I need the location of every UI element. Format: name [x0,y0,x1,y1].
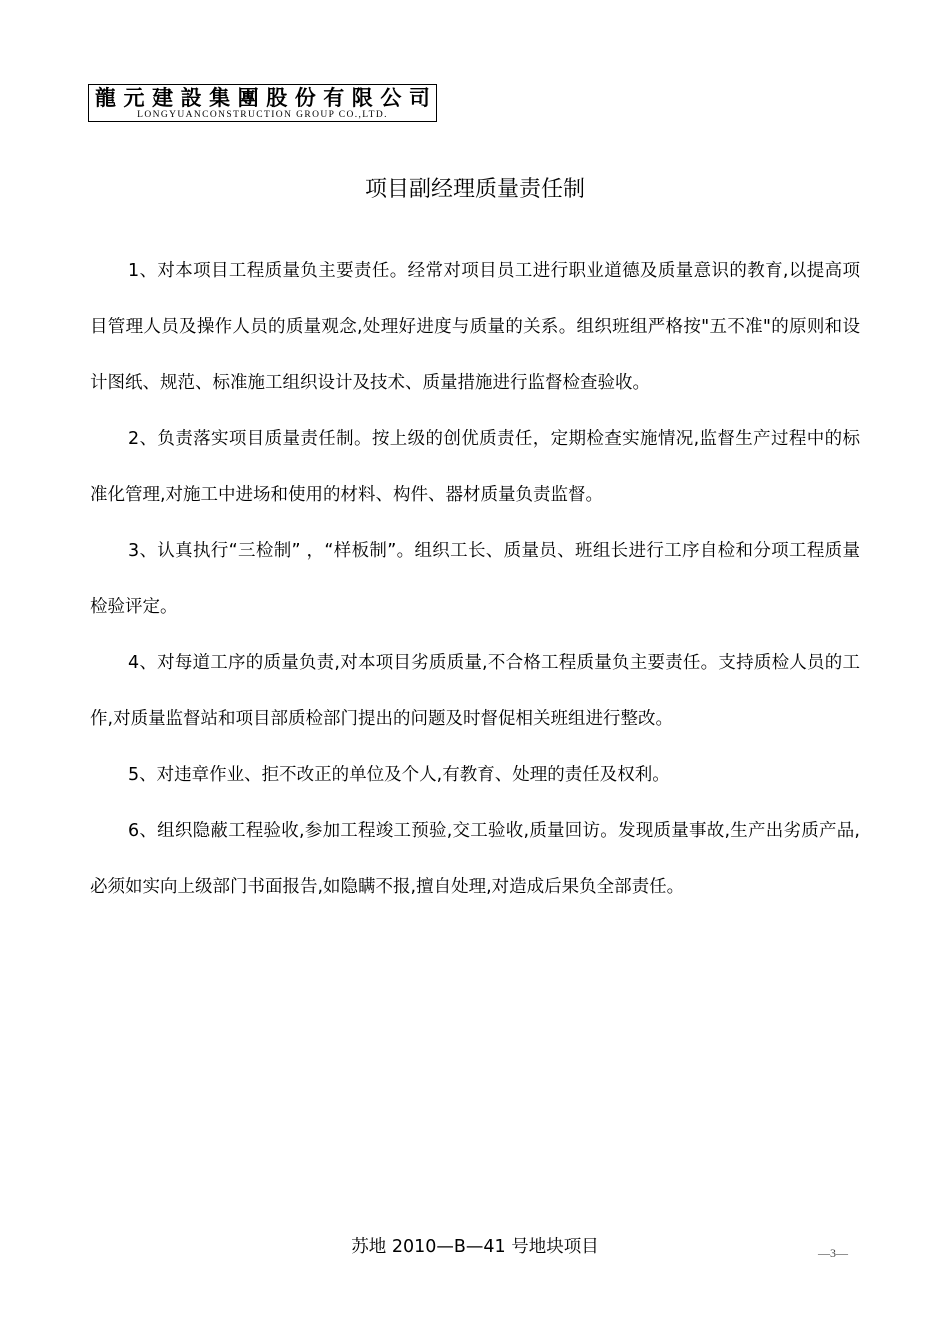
footer-project-name: 苏地 2010—B—41 号地块项目 [351,1237,599,1257]
paragraph-4: 4、对每道工序的质量负责,对本项目劣质质量,不合格工程质量负主要责任。支持质检人员的工作,对质量监督站和项目部质检部门提出的问题及时督促相关班组进行整改。 [90,653,860,729]
logo-chinese-name: 龍 元 建 設 集 團 股 份 有 限 公 司 [95,85,430,110]
page-number: —3— [818,1246,848,1260]
paragraph-2: 2、负责落实项目质量责任制。按上级的创优质责任，定期检查实施情况,监督生产过程中的标准化管理,对施工中进场和使用的材料、构件、器材质量负责监督。 [90,429,860,505]
logo-english-name: LONGYUANCONSTRUCTION GROUP CO.,LTD. [137,110,388,120]
paragraph-3: 3、认真执行“三检制” ，“样板制”。组织工长、质量员、班组长进行工序自检和分项工程质量检验评定。 [90,541,860,617]
paragraph-6: 6、组织隐蔽工程验收,参加工程竣工预验,交工验收,质量回访。发现质量事故,生产出劣质产品,必须如实向上级部门书面报告,如隐瞒不报,擅自处理,对造成后果负全部责任。 [90,821,860,897]
paragraph-5: 5、对违章作业、拒不改正的单位及个人,有教育、处理的责任及权利。 [128,765,670,785]
paragraph-1: 1、对本项目工程质量负主要责任。经常对项目员工进行职业道德及质量意识的教育,以提高项目管理人员及操作人员的质量观念,处理好进度与质量的关系。组织班组严格按"五不准"的原则和设计图纸、规范、标准施工组织设计及技术、质量措施进行监督检查验收。 [90,261,860,393]
document-title: 项目副经理质量责任制 [364,177,585,202]
document-body [90,243,860,915]
company-logo [88,84,437,122]
